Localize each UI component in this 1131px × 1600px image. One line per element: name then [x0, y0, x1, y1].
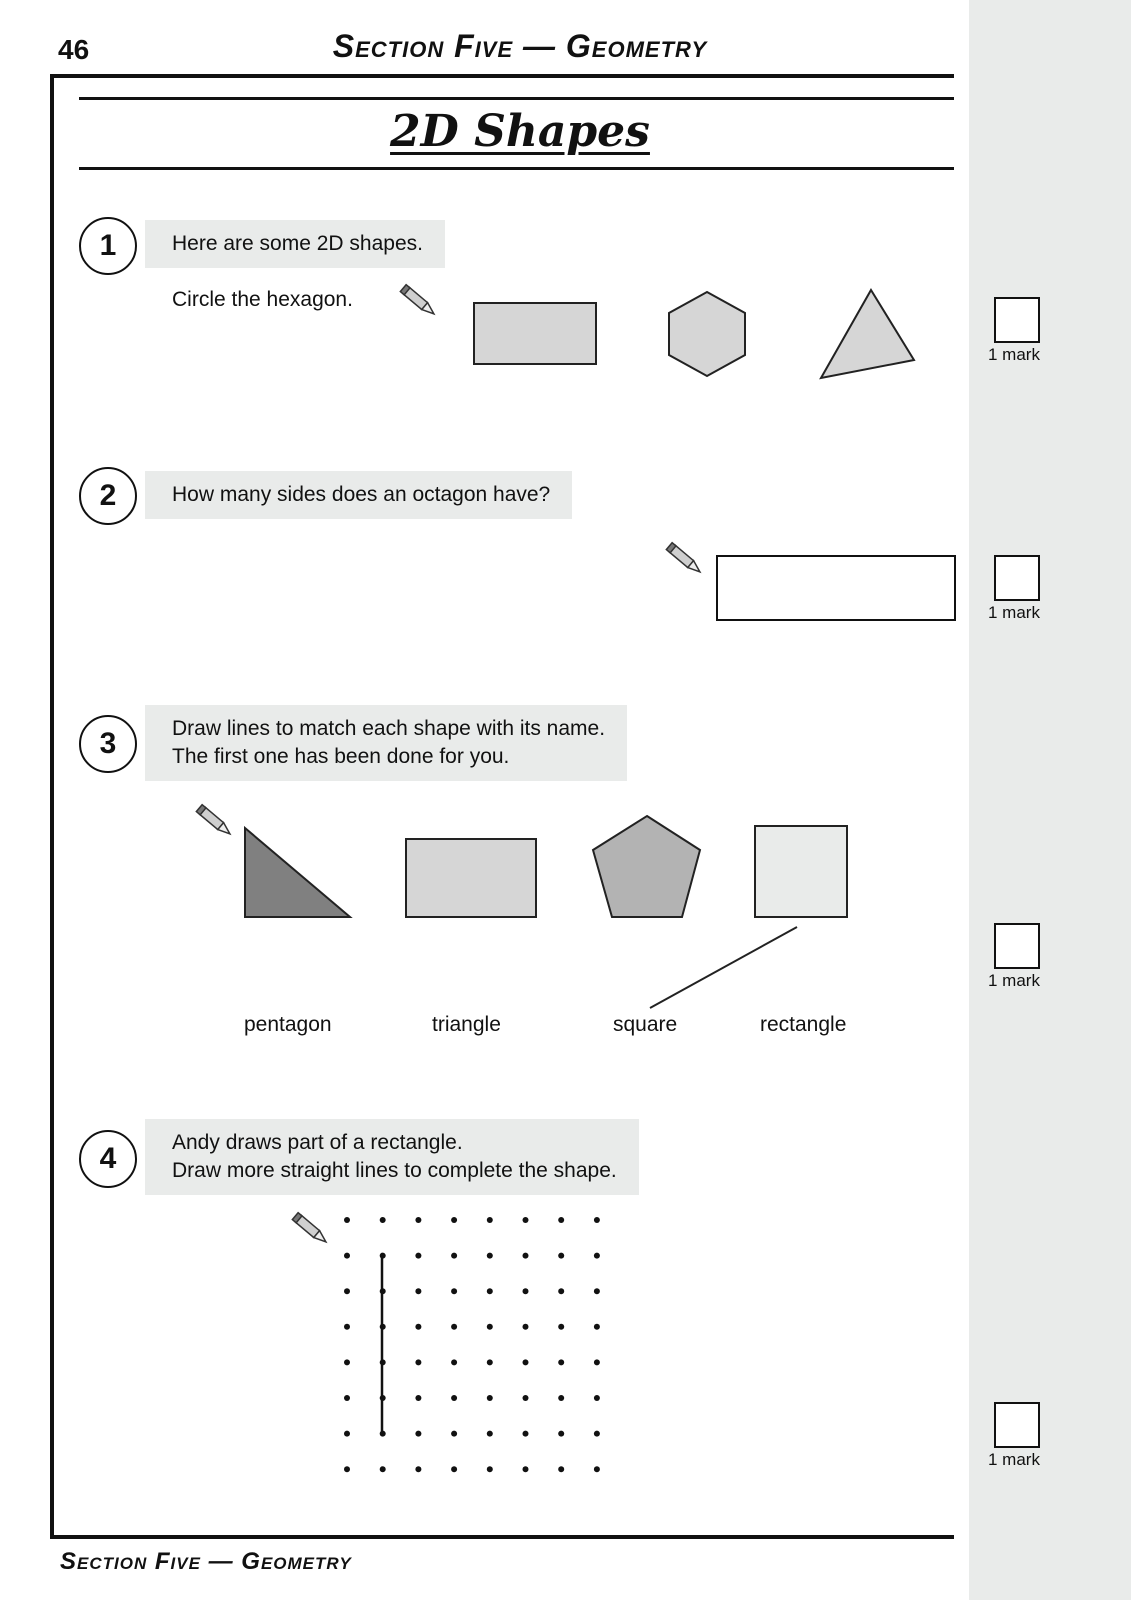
triangle-shape — [821, 290, 914, 378]
grid-dot[interactable] — [594, 1217, 600, 1223]
frame-bottom-border — [50, 1535, 954, 1539]
grid-dot[interactable] — [451, 1253, 457, 1259]
question-4-prompt-line-2: Draw more straight lines to complete the shape. — [172, 1159, 617, 1182]
question-4-mark-box[interactable] — [994, 1402, 1040, 1448]
grid-dot[interactable] — [415, 1395, 421, 1401]
label-pentagon: pentagon — [244, 1013, 332, 1036]
right-triangle-shape — [245, 828, 350, 917]
question-4-mark-label: 1 mark — [988, 1450, 1040, 1469]
grid-dot[interactable] — [487, 1288, 493, 1294]
square-shape — [755, 826, 847, 917]
question-1-prompt: Here are some 2D shapes. — [172, 232, 423, 255]
grid-dot[interactable] — [523, 1253, 529, 1259]
grid-dot[interactable] — [451, 1395, 457, 1401]
grid-dot[interactable] — [415, 1324, 421, 1330]
grid-dot[interactable] — [451, 1359, 457, 1365]
grid-dot[interactable] — [344, 1359, 350, 1365]
grid-dot[interactable] — [380, 1431, 386, 1437]
pencil-icon — [290, 1210, 332, 1250]
grid-dot[interactable] — [487, 1395, 493, 1401]
margin-sidebar — [969, 0, 1131, 1600]
grid-dot[interactable] — [344, 1217, 350, 1223]
grid-dot[interactable] — [380, 1324, 386, 1330]
title-rule-bottom — [79, 167, 954, 170]
grid-dot[interactable] — [523, 1217, 529, 1223]
grid-dot[interactable] — [380, 1359, 386, 1365]
grid-dot[interactable] — [451, 1324, 457, 1330]
question-3-prompt-line-2: The first one has been done for you. — [172, 745, 510, 768]
question-4-prompt-box — [145, 1119, 639, 1195]
pencil-icon — [664, 540, 706, 580]
question-2-mark-label: 1 mark — [988, 603, 1040, 622]
grid-dot[interactable] — [594, 1288, 600, 1294]
question-3-mark-box[interactable] — [994, 923, 1040, 969]
grid-dot[interactable] — [523, 1466, 529, 1472]
grid-dot[interactable] — [344, 1466, 350, 1472]
grid-dot[interactable] — [380, 1395, 386, 1401]
grid-dot[interactable] — [487, 1217, 493, 1223]
grid-dot[interactable] — [558, 1217, 564, 1223]
page-number: 46 — [58, 34, 90, 65]
grid-dot[interactable] — [487, 1324, 493, 1330]
section-footer: Section Five — Geometry — [60, 1548, 352, 1575]
grid-dot[interactable] — [415, 1431, 421, 1437]
grid-dot[interactable] — [415, 1359, 421, 1365]
grid-dot[interactable] — [344, 1324, 350, 1330]
question-1-number: 1 — [79, 217, 137, 275]
question-2-prompt: How many sides does an octagon have? — [172, 483, 551, 506]
grid-dot[interactable] — [487, 1359, 493, 1365]
question-4-prompt-line-1: Andy draws part of a rectangle. — [172, 1131, 463, 1154]
grid-dot[interactable] — [344, 1253, 350, 1259]
grid-dot[interactable] — [344, 1395, 350, 1401]
grid-dot[interactable] — [487, 1466, 493, 1472]
grid-dot[interactable] — [558, 1253, 564, 1259]
grid-dot[interactable] — [380, 1253, 386, 1259]
grid-dot[interactable] — [558, 1395, 564, 1401]
frame-top-border — [50, 74, 954, 78]
question-1-prompt-box — [145, 220, 445, 268]
grid-dot[interactable] — [558, 1431, 564, 1437]
rectangle-shape — [474, 303, 596, 364]
grid-dot[interactable] — [451, 1288, 457, 1294]
example-match-line — [650, 927, 797, 1008]
label-rectangle: rectangle — [760, 1013, 847, 1036]
grid-dot[interactable] — [415, 1217, 421, 1223]
grid-dot[interactable] — [523, 1288, 529, 1294]
question-3-prompt-box — [145, 705, 627, 781]
grid-dot[interactable] — [451, 1217, 457, 1223]
grid-dot[interactable] — [344, 1288, 350, 1294]
pentagon-shape — [593, 816, 700, 917]
grid-dot[interactable] — [451, 1466, 457, 1472]
question-1-mark-box[interactable] — [994, 297, 1040, 343]
grid-dot[interactable] — [558, 1466, 564, 1472]
question-3-number: 3 — [79, 715, 137, 773]
question-2-mark-box[interactable] — [994, 555, 1040, 601]
grid-dot[interactable] — [523, 1324, 529, 1330]
question-3-mark-label: 1 mark — [988, 971, 1040, 990]
grid-dot[interactable] — [415, 1466, 421, 1472]
question-2-number: 2 — [79, 467, 137, 525]
pencil-icon — [194, 802, 236, 842]
grid-dot[interactable] — [594, 1359, 600, 1365]
grid-dot[interactable] — [487, 1253, 493, 1259]
question-1-instruction: Circle the hexagon. — [172, 288, 353, 311]
dot-grid[interactable] — [330, 1210, 610, 1480]
grid-dot[interactable] — [380, 1466, 386, 1472]
grid-dot[interactable] — [487, 1431, 493, 1437]
question-3-prompt-line-1: Draw lines to match each shape with its name. — [172, 717, 606, 740]
grid-dot[interactable] — [558, 1288, 564, 1294]
question-1-mark-label: 1 mark — [988, 345, 1040, 364]
page-title: 2D Shapes — [390, 106, 650, 157]
grid-dot[interactable] — [558, 1324, 564, 1330]
frame-left-border — [50, 74, 54, 1539]
question-2-prompt-box — [145, 471, 572, 519]
question-4-number: 4 — [79, 1130, 137, 1188]
grid-dot[interactable] — [594, 1395, 600, 1401]
pencil-icon — [398, 282, 440, 322]
grid-dot[interactable] — [344, 1431, 350, 1437]
grid-dot[interactable] — [451, 1431, 457, 1437]
grid-dot[interactable] — [523, 1359, 529, 1365]
grid-dot[interactable] — [523, 1395, 529, 1401]
label-square: square — [613, 1013, 678, 1036]
grid-dot[interactable] — [415, 1253, 421, 1259]
question-1-shapes — [470, 285, 920, 385]
section-header: Section Five — Geometry — [332, 28, 708, 64]
rectangle-shape — [406, 839, 536, 917]
grid-dot[interactable] — [594, 1253, 600, 1259]
grid-dot[interactable] — [380, 1288, 386, 1294]
grid-dot[interactable] — [523, 1431, 529, 1437]
label-triangle: triangle — [432, 1013, 501, 1036]
grid-dot[interactable] — [594, 1466, 600, 1472]
grid-dot[interactable] — [415, 1288, 421, 1294]
hexagon-shape — [669, 292, 745, 376]
question-2-answer-box[interactable] — [716, 555, 956, 621]
grid-dot[interactable] — [558, 1359, 564, 1365]
grid-dot[interactable] — [380, 1217, 386, 1223]
title-rule-top — [79, 97, 954, 100]
grid-dot[interactable] — [594, 1324, 600, 1330]
question-3-shapes — [240, 810, 860, 1015]
grid-dot[interactable] — [594, 1431, 600, 1437]
